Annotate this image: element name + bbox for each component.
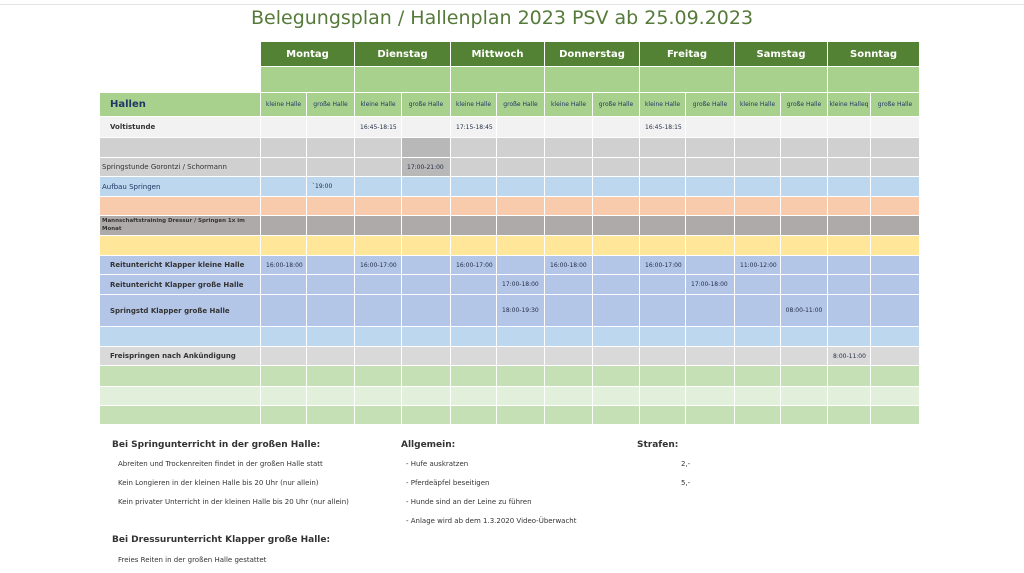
schedule-cell: 11:00-12:00 <box>735 256 780 274</box>
schedule-cell <box>828 366 870 386</box>
schedule-cell <box>497 158 544 176</box>
schedule-cell <box>735 295 780 326</box>
schedule-cell <box>735 138 780 157</box>
schedule-cell <box>828 197 870 215</box>
schedule-cell <box>828 138 870 157</box>
schedule-cell <box>355 347 401 365</box>
schedule-cell <box>355 406 401 424</box>
schedule-cell <box>686 216 734 235</box>
schedule-cell: 17:00-18:00 <box>497 275 544 294</box>
schedule-cell <box>593 177 639 196</box>
schedule-cell <box>781 366 827 386</box>
schedule-cell <box>781 138 827 157</box>
day-band <box>640 67 734 92</box>
schedule-cell <box>686 256 734 274</box>
schedule-cell: 17:00-18:00 <box>686 275 734 294</box>
schedule-cell <box>402 347 450 365</box>
spring-note-item: Kein privater Unterricht in der kleinen Halle bis 20 Uhr (nur allein) <box>118 498 349 506</box>
day-header: Sonntag <box>828 42 919 66</box>
schedule-cell <box>307 275 354 294</box>
schedule-cell <box>593 275 639 294</box>
schedule-cell <box>828 275 870 294</box>
schedule-cell <box>402 197 450 215</box>
schedule-cell <box>735 275 780 294</box>
schedule-cell <box>497 197 544 215</box>
schedule-cell <box>781 275 827 294</box>
schedule-cell <box>261 387 306 405</box>
hall-subheader: kleine Halle <box>355 93 401 116</box>
schedule-cell <box>686 158 734 176</box>
schedule-cell <box>640 197 685 215</box>
schedule-cell: 16:00-17:00 <box>640 256 685 274</box>
schedule-cell <box>781 177 827 196</box>
schedule-cell <box>307 197 354 215</box>
dressage-note-item: Freies Reiten in der großen Halle gestattet <box>118 556 267 564</box>
schedule-cell <box>871 366 919 386</box>
schedule-cell <box>735 347 780 365</box>
schedule-cell <box>545 366 592 386</box>
table-corner-blank <box>100 67 260 92</box>
row-label <box>100 327 260 346</box>
row-label <box>100 387 260 405</box>
hall-subheader: große Halle <box>402 93 450 116</box>
schedule-cell <box>781 197 827 215</box>
schedule-cell <box>451 197 496 215</box>
schedule-cell <box>307 406 354 424</box>
schedule-cell <box>735 236 780 255</box>
top-divider <box>0 4 1024 5</box>
day-header: Dienstag <box>355 42 450 66</box>
schedule-cell <box>307 138 354 157</box>
hall-subheader: kleine Halleq <box>828 93 870 116</box>
schedule-cell <box>686 236 734 255</box>
schedule-cell: 17:00-21:00 <box>402 158 450 176</box>
schedule-cell <box>871 256 919 274</box>
schedule-cell <box>451 236 496 255</box>
schedule-cell <box>781 158 827 176</box>
schedule-cell <box>355 275 401 294</box>
schedule-cell <box>871 295 919 326</box>
schedule-cell <box>686 406 734 424</box>
day-header: Samstag <box>735 42 827 66</box>
hall-subheader: große Halle <box>497 93 544 116</box>
schedule-cell <box>640 158 685 176</box>
schedule-cell <box>871 387 919 405</box>
schedule-cell <box>307 387 354 405</box>
schedule-cell <box>735 406 780 424</box>
schedule-cell <box>497 177 544 196</box>
day-band <box>261 67 354 92</box>
schedule-cell <box>402 387 450 405</box>
hallen-label: Hallen <box>100 93 260 116</box>
schedule-cell <box>828 177 870 196</box>
schedule-cell <box>355 216 401 235</box>
schedule-cell <box>261 295 306 326</box>
schedule-cell <box>545 347 592 365</box>
schedule-cell <box>871 236 919 255</box>
schedule-cell <box>735 117 780 137</box>
row-label: Voltistunde <box>100 117 260 137</box>
schedule-cell: 16:00-17:00 <box>451 256 496 274</box>
schedule-cell <box>593 216 639 235</box>
schedule-cell <box>261 236 306 255</box>
schedule-cell: 16:00-18:00 <box>261 256 306 274</box>
schedule-cell <box>593 158 639 176</box>
day-band <box>828 67 919 92</box>
schedule-cell <box>402 117 450 137</box>
schedule-cell: 17:15-18:45 <box>451 117 496 137</box>
day-header: Donnerstag <box>545 42 639 66</box>
schedule-cell <box>640 138 685 157</box>
general-notes-heading: Allgemein: <box>401 440 456 450</box>
spring-notes-heading: Bei Springunterricht in der großen Halle: <box>112 440 321 450</box>
schedule-cell <box>781 327 827 346</box>
schedule-cell <box>402 177 450 196</box>
general-note-item: - Hunde sind an der Leine zu führen <box>406 498 532 506</box>
hall-subheader: kleine Halle <box>735 93 780 116</box>
schedule-cell <box>781 236 827 255</box>
schedule-cell <box>307 216 354 235</box>
row-label: Reituntericht Klapper große Halle <box>100 275 260 294</box>
spring-note-item: Kein Longieren in der kleinen Halle bis 20 Uhr (nur allein) <box>118 479 319 487</box>
schedule-cell <box>451 347 496 365</box>
schedule-cell <box>781 347 827 365</box>
schedule-cell <box>593 347 639 365</box>
schedule-cell <box>871 327 919 346</box>
schedule-cell <box>871 117 919 137</box>
schedule-cell <box>307 295 354 326</box>
schedule-cell <box>545 158 592 176</box>
schedule-cell <box>828 117 870 137</box>
schedule-cell <box>593 256 639 274</box>
schedule-cell <box>451 216 496 235</box>
schedule-cell <box>828 295 870 326</box>
schedule-cell <box>307 158 354 176</box>
row-label <box>100 236 260 255</box>
schedule-cell <box>355 295 401 326</box>
schedule-cell <box>593 295 639 326</box>
schedule-cell <box>307 117 354 137</box>
general-note-item: - Pferdeäpfel beseitigen <box>406 479 490 487</box>
schedule-cell <box>545 197 592 215</box>
schedule-cell <box>640 366 685 386</box>
schedule-cell <box>497 366 544 386</box>
row-label: Springstunde Gorontzi / Schormann <box>100 158 260 176</box>
hall-subheader: kleine Halle <box>261 93 306 116</box>
schedule-cell <box>497 117 544 137</box>
schedule-cell <box>686 387 734 405</box>
schedule-cell <box>355 177 401 196</box>
schedule-cell <box>545 295 592 326</box>
schedule-cell <box>545 117 592 137</box>
penalties-heading: Strafen: <box>637 440 679 450</box>
schedule-cell <box>261 138 306 157</box>
schedule-cell <box>640 177 685 196</box>
schedule-cell <box>781 256 827 274</box>
schedule-cell <box>828 216 870 235</box>
schedule-cell <box>828 158 870 176</box>
schedule-cell <box>686 347 734 365</box>
schedule-cell <box>261 216 306 235</box>
schedule-cell <box>497 327 544 346</box>
schedule-cell <box>828 236 870 255</box>
schedule-cell <box>545 275 592 294</box>
schedule-cell <box>871 406 919 424</box>
schedule-cell <box>686 295 734 326</box>
schedule-cell <box>640 236 685 255</box>
schedule-cell <box>735 366 780 386</box>
hall-subheader: große Halle <box>307 93 354 116</box>
schedule-cell <box>686 366 734 386</box>
schedule-cell <box>735 158 780 176</box>
row-label: Springstd Klapper große Halle <box>100 295 260 326</box>
schedule-cell: 16:45-18:15 <box>355 117 401 137</box>
schedule-cell <box>355 158 401 176</box>
schedule-cell <box>871 347 919 365</box>
schedule-cell <box>871 197 919 215</box>
schedule-cell <box>593 236 639 255</box>
schedule-cell <box>307 347 354 365</box>
schedule-cell <box>497 256 544 274</box>
schedule-cell: 08:00-11:00 <box>781 295 827 326</box>
schedule-cell <box>451 327 496 346</box>
schedule-cell <box>593 366 639 386</box>
schedule-cell <box>871 158 919 176</box>
hall-subheader: kleine Halle <box>640 93 685 116</box>
schedule-cell <box>781 216 827 235</box>
schedule-cell: 16:00-18:00 <box>545 256 592 274</box>
schedule-cell <box>545 387 592 405</box>
schedule-cell <box>355 387 401 405</box>
schedule-cell <box>545 177 592 196</box>
schedule-cell <box>451 406 496 424</box>
schedule-cell <box>640 327 685 346</box>
row-label: Aufbau Springen <box>100 177 260 196</box>
day-band <box>735 67 827 92</box>
schedule-cell <box>545 138 592 157</box>
schedule-cell <box>402 406 450 424</box>
schedule-cell <box>781 117 827 137</box>
row-label <box>100 366 260 386</box>
row-label: Mannschaftstraining Dressur / Springen 1x im Monat <box>100 216 260 235</box>
schedule-cell <box>640 275 685 294</box>
schedule-cell <box>640 387 685 405</box>
schedule-cell <box>871 138 919 157</box>
schedule-cell <box>451 177 496 196</box>
schedule-cell <box>640 347 685 365</box>
schedule-cell <box>497 406 544 424</box>
schedule-cell: 8:00-11:00 <box>828 347 870 365</box>
schedule-cell <box>307 366 354 386</box>
page-title: Belegungsplan / Hallenplan 2023 PSV ab 25.09.2023 <box>251 7 754 29</box>
general-note-item: - Anlage wird ab dem 1.3.2020 Video-Überwacht <box>406 517 577 525</box>
penalty-item: 2,- <box>681 460 691 468</box>
schedule-cell <box>545 216 592 235</box>
schedule-cell <box>640 406 685 424</box>
day-header: Mittwoch <box>451 42 544 66</box>
schedule-cell <box>735 327 780 346</box>
schedule-cell <box>451 387 496 405</box>
schedule-cell <box>545 327 592 346</box>
hall-subheader: große Halle <box>781 93 827 116</box>
hall-subheader: kleine Halle <box>451 93 496 116</box>
schedule-cell <box>261 406 306 424</box>
schedule-table <box>100 42 919 444</box>
schedule-cell <box>640 216 685 235</box>
schedule-cell <box>828 327 870 346</box>
schedule-cell <box>355 366 401 386</box>
row-label: Freispringen nach Ankündigung <box>100 347 260 365</box>
schedule-cell <box>545 236 592 255</box>
schedule-cell <box>640 295 685 326</box>
schedule-cell <box>261 275 306 294</box>
schedule-cell <box>402 256 450 274</box>
schedule-cell <box>497 236 544 255</box>
schedule-cell <box>261 177 306 196</box>
schedule-cell <box>402 275 450 294</box>
schedule-cell <box>686 177 734 196</box>
row-label <box>100 138 260 157</box>
schedule-cell <box>307 256 354 274</box>
schedule-cell <box>593 406 639 424</box>
schedule-cell <box>402 138 450 157</box>
schedule-cell <box>451 295 496 326</box>
schedule-cell <box>451 158 496 176</box>
schedule-cell <box>593 327 639 346</box>
schedule-cell <box>735 197 780 215</box>
schedule-cell <box>871 177 919 196</box>
schedule-cell <box>355 197 401 215</box>
schedule-cell <box>735 177 780 196</box>
schedule-cell <box>497 387 544 405</box>
schedule-cell <box>593 117 639 137</box>
day-band <box>451 67 544 92</box>
schedule-cell <box>686 117 734 137</box>
hall-subheader: große Halle <box>593 93 639 116</box>
schedule-cell <box>261 347 306 365</box>
schedule-cell <box>402 327 450 346</box>
schedule-cell <box>497 138 544 157</box>
schedule-cell <box>828 406 870 424</box>
schedule-cell: 16:00-17:00 <box>355 256 401 274</box>
hall-subheader: große Halle <box>871 93 919 116</box>
row-label: Reituntericht Klapper kleine Halle <box>100 256 260 274</box>
schedule-cell <box>402 216 450 235</box>
table-corner-blank <box>100 42 260 66</box>
schedule-cell <box>593 387 639 405</box>
schedule-cell <box>828 256 870 274</box>
schedule-cell <box>686 197 734 215</box>
schedule-cell <box>781 406 827 424</box>
schedule-cell <box>307 236 354 255</box>
schedule-cell <box>497 216 544 235</box>
schedule-cell <box>451 138 496 157</box>
spring-note-item: Abreiten und Trockenreiten findet in der großen Halle statt <box>118 460 323 468</box>
schedule-cell <box>735 387 780 405</box>
schedule-cell <box>355 138 401 157</box>
schedule-cell <box>828 387 870 405</box>
schedule-cell <box>686 138 734 157</box>
day-band <box>355 67 450 92</box>
schedule-cell: 18:00-19:30 <box>497 295 544 326</box>
schedule-cell <box>261 366 306 386</box>
schedule-cell <box>871 216 919 235</box>
schedule-cell <box>261 158 306 176</box>
schedule-cell <box>497 347 544 365</box>
schedule-cell <box>593 138 639 157</box>
schedule-cell <box>402 236 450 255</box>
row-label <box>100 406 260 424</box>
schedule-cell <box>686 327 734 346</box>
schedule-cell <box>261 117 306 137</box>
day-header: Freitag <box>640 42 734 66</box>
schedule-cell <box>593 197 639 215</box>
schedule-cell <box>402 366 450 386</box>
row-label <box>100 197 260 215</box>
hall-subheader: große Halle <box>686 93 734 116</box>
day-band <box>545 67 639 92</box>
schedule-cell <box>735 216 780 235</box>
day-header: Montag <box>261 42 354 66</box>
schedule-cell <box>307 327 354 346</box>
schedule-cell: `19:00 <box>307 177 354 196</box>
penalty-item: 5,- <box>681 479 691 487</box>
schedule-cell <box>355 327 401 346</box>
schedule-cell <box>781 387 827 405</box>
schedule-cell: 16:45-18:15 <box>640 117 685 137</box>
dressage-notes-heading: Bei Dressurunterricht Klapper große Halle: <box>112 535 331 545</box>
schedule-cell <box>871 275 919 294</box>
schedule-cell <box>355 236 401 255</box>
schedule-cell <box>402 295 450 326</box>
hall-subheader: kleine Halle <box>545 93 592 116</box>
schedule-cell <box>451 366 496 386</box>
schedule-cell <box>261 197 306 215</box>
schedule-cell <box>451 275 496 294</box>
schedule-cell <box>545 406 592 424</box>
schedule-cell <box>261 327 306 346</box>
general-note-item: - Hufe auskratzen <box>406 460 469 468</box>
